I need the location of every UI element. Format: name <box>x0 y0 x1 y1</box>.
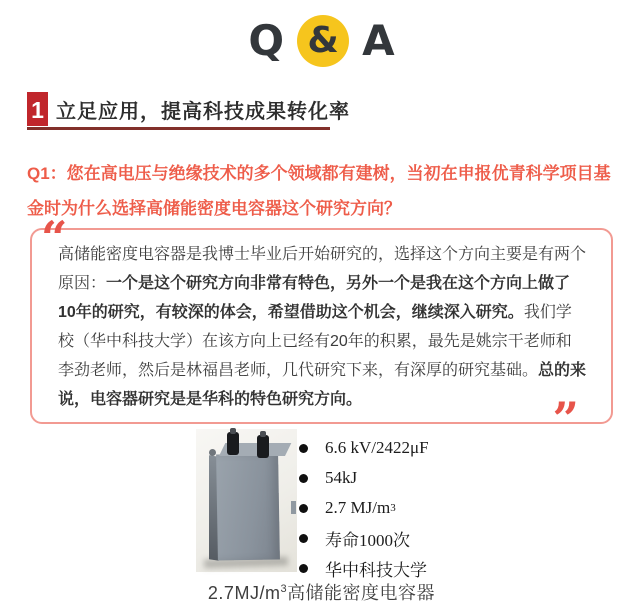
section-header <box>27 92 350 126</box>
figure-caption <box>0 579 643 605</box>
section-number-badge: 1 <box>27 92 48 126</box>
capacitor-front-face <box>216 453 280 560</box>
capacitor-side-tab <box>291 501 296 514</box>
spec-item-label: 54kJ <box>325 468 358 487</box>
bullet-icon <box>299 444 308 453</box>
answer-segment: 高储能密度电容器是我博士毕业后开始研究的，选择这个方向主要是有两个原因： <box>58 246 587 292</box>
spec-item-label: 华中科技大学 <box>325 560 427 580</box>
spec-item <box>299 493 429 523</box>
spec-list <box>299 433 429 583</box>
capacitor-terminal-icon <box>227 432 239 455</box>
answer-quote-box <box>30 211 613 446</box>
bullet-icon <box>299 534 308 543</box>
spec-item <box>299 433 429 463</box>
spec-item <box>299 523 429 553</box>
answer-text <box>58 240 587 414</box>
spec-item-label: 寿命1000次 <box>325 530 410 550</box>
close-quote-icon: ” <box>552 392 579 446</box>
caption-text: 高储能密度电容器 <box>287 583 436 603</box>
qa-logo <box>0 12 643 70</box>
logo-ampersand: & <box>307 20 339 61</box>
spec-item-label: 6.6 kV/2422μF <box>325 438 429 457</box>
bullet-icon <box>299 474 308 483</box>
logo-letter-a: A <box>362 16 395 65</box>
capacitor-photo <box>196 429 297 572</box>
answer-segment: 总的来说，电容器研究是是华科的特色研究方向。 <box>58 362 587 408</box>
spec-item-superscript: 3 <box>390 501 396 514</box>
question-text: Q1：您在高电压与绝缘技术的多个领域都有建树，当初在申报优青科学项目基金时为什么选择高储能密度电容器这个研究方向？ <box>27 164 611 218</box>
spec-item <box>299 463 429 493</box>
spec-item-label: 2.7 MJ/m <box>325 498 391 517</box>
open-quote-icon: “ <box>41 211 68 265</box>
logo-letter-q: Q <box>248 16 285 65</box>
caption-text: 2.7MJ/m <box>207 583 281 603</box>
capacitor-terminal-icon <box>257 435 269 458</box>
logo-ampersand-circle <box>297 15 349 67</box>
answer-segment: 我们学校（华中科技大学）在该方向上已经有20年的积累，最先是姚宗干老师和李劲老师，然后是林福昌老师，几代研究下来，有深厚的研究基础。 <box>58 304 572 379</box>
bullet-icon <box>299 564 308 573</box>
section-title: 立足应用，提高科技成果转化率 <box>56 101 350 123</box>
answer-segment: 一个是这个研究方向非常有特色，另外一个是我在这个方向上做了10年的研究，有较深的体会，希望借助这个机会，继续深入研究。 <box>58 275 571 321</box>
caption-superscript: 3 <box>280 583 288 595</box>
bullet-icon <box>299 504 308 513</box>
capacitor-knob-icon <box>209 449 216 456</box>
section-underline <box>27 127 330 130</box>
